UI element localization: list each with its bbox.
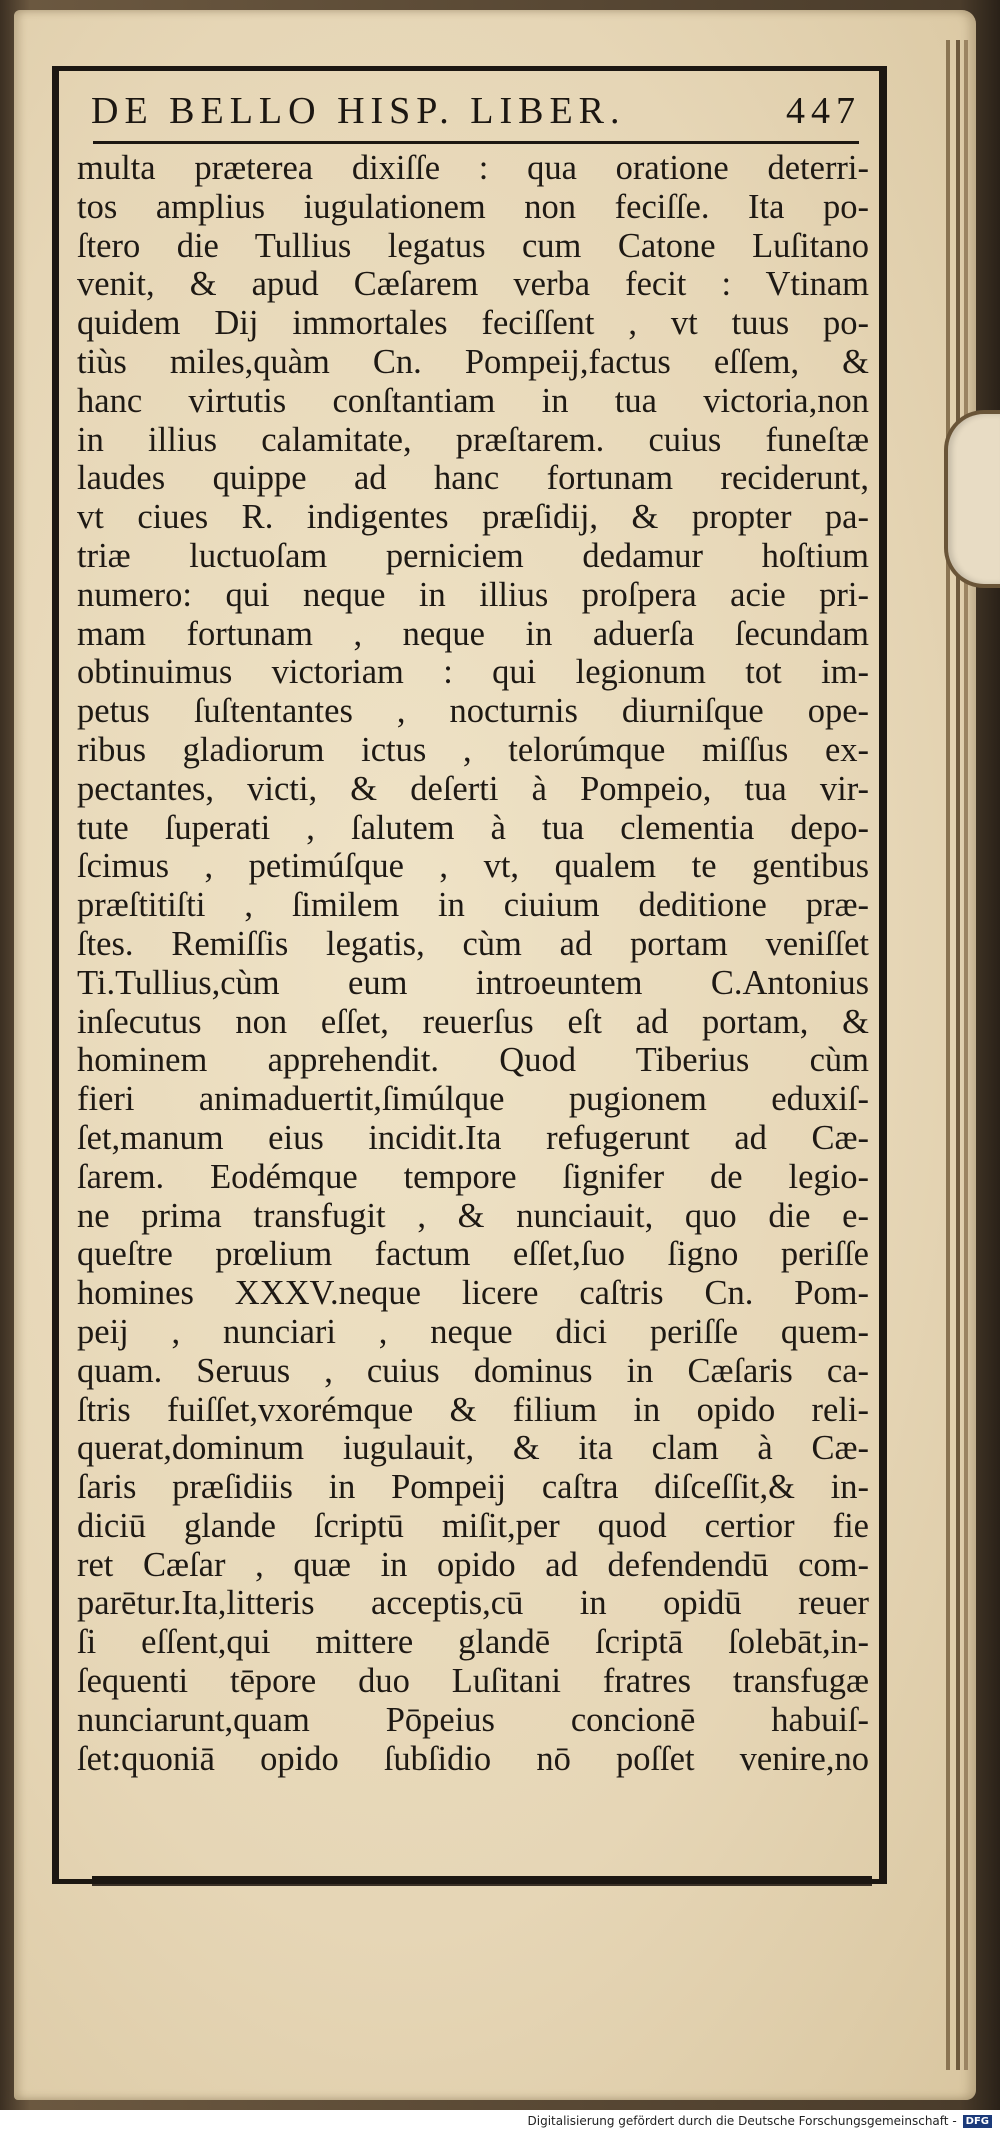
book-clasp xyxy=(944,410,1000,588)
running-head-title: DE BELLO HISP. LIBER. xyxy=(91,90,626,132)
text-line: tiùs miles,quàm Cn. Pompeij,factus eſſem, & xyxy=(77,342,869,381)
text-line: ſarem. Eodémque tempore ſignifer de legio- xyxy=(77,1157,869,1196)
text-line: numero: qui neque in illius proſpera acie pri- xyxy=(77,575,869,614)
text-line: ſcimus , petimúſque , vt, qualem te gentibus xyxy=(77,847,869,886)
text-line: queſtre prœlium factum eſſet,ſuo ſigno periſſe xyxy=(77,1235,869,1274)
head-rule xyxy=(93,141,859,144)
text-line: ribus gladiorum ictus , telorúmque miſſus ex- xyxy=(77,730,869,769)
text-line: homines XXXV.neque licere caſtris Cn. Pom- xyxy=(77,1274,869,1313)
digitization-footer xyxy=(0,2110,1000,2132)
text-line: mam fortunam , neque in aduerſa ſecundam xyxy=(77,614,869,653)
text-line: parētur.Ita,litteris acceptis,cū in opidū reuer xyxy=(77,1584,869,1623)
text-line: hanc virtutis conſtantiam in tua victoria,non xyxy=(77,381,869,420)
text-line: multa præterea dixiſſe : qua oratione deterri- xyxy=(77,149,869,187)
text-line: obtinuimus victoriam : qui legionum tot im- xyxy=(77,653,869,692)
text-line: pectantes, victi, & deſerti à Pompeio, tua vir- xyxy=(77,769,869,808)
text-line: in illius calamitate, præſtarem. cuius funeſtæ xyxy=(77,420,869,459)
text-line: fieri animaduertit,ſimúlque pugionem eduxiſ- xyxy=(77,1080,869,1119)
text-line: ſtris fuiſſet,vxorémque & filium in opido reli- xyxy=(77,1390,869,1429)
text-line: ſtes. Remiſſis legatis, cùm ad portam veniſſet xyxy=(77,924,869,963)
text-line: ſaris præſidiis in Pompeij caſtra diſceſſit,& in- xyxy=(77,1468,869,1507)
text-line: ſtero die Tullius legatus cum Catone Luſitano xyxy=(77,226,869,265)
text-line: inſecutus non eſſet, reuerſus eſt ad portam, & xyxy=(77,1002,869,1041)
page-number: 447 xyxy=(786,90,861,132)
text-frame xyxy=(52,66,887,1884)
text-line: Ti.Tullius,cùm eum introeuntem C.Antonius xyxy=(77,963,869,1002)
bottom-rule-thin xyxy=(92,1884,872,1886)
text-line: vt ciues R. indigentes præſidij, & propter pa- xyxy=(77,498,869,537)
running-head xyxy=(59,85,879,137)
text-line: ſequenti tēpore duo Luſitani fratres transfugæ xyxy=(77,1662,869,1701)
text-line: nunciarunt,quam Pōpeius concionē habuiſ- xyxy=(77,1700,869,1739)
page-edge xyxy=(964,40,968,2070)
text-line: ſet,manum eius incidit.Ita refugerunt ad Cæ- xyxy=(77,1118,869,1157)
text-line: diciū glande ſcriptū miſit,per quod certior fie xyxy=(77,1506,869,1545)
text-line: ne prima transfugit , & nunciauit, quo die e- xyxy=(77,1196,869,1235)
text-line: ſet:quoniā opido ſubſidio nō poſſet venire,no xyxy=(77,1739,869,1778)
text-line: petus ſuſtentantes , nocturnis diurniſque ope- xyxy=(77,692,869,731)
page-edge xyxy=(946,40,950,2070)
dfg-logo: DFG xyxy=(963,2115,992,2128)
page-edge xyxy=(956,40,960,2070)
text-line: laudes quippe ad hanc fortunam reciderunt, xyxy=(77,459,869,498)
bottom-rule xyxy=(92,1876,872,1880)
text-line: quidem Dij immortales feciſſent , vt tuus po- xyxy=(77,304,869,343)
text-line: venit, & apud Cæſarem verba fecit : Vtinam xyxy=(77,265,869,304)
text-line: ret Cæſar , quæ in opido ad defendendū com- xyxy=(77,1545,869,1584)
text-line: tute ſuperati , ſalutem à tua clementia depo- xyxy=(77,808,869,847)
body-text xyxy=(77,149,869,1778)
text-line: ſi eſſent,qui mittere glandē ſcriptā ſolebāt,in- xyxy=(77,1623,869,1662)
footer-credit: Digitalisierung gefördert durch die Deutsche Forschungsgemeinschaft - xyxy=(527,2114,957,2128)
text-line: querat,dominum iugulauit, & ita clam à Cæ- xyxy=(77,1429,869,1468)
text-line: præſtitiſti , ſimilem in ciuium deditione præ- xyxy=(77,886,869,925)
text-line: peij , nunciari , neque dici periſſe quem- xyxy=(77,1312,869,1351)
text-line: hominem apprehendit. Quod Tiberius cùm xyxy=(77,1041,869,1080)
text-line: tos amplius iugulationem non feciſſe. Ita po- xyxy=(77,187,869,226)
text-line: quam. Seruus , cuius dominus in Cæſaris ca- xyxy=(77,1351,869,1390)
text-line: triæ luctuoſam perniciem dedamur hoſtium xyxy=(77,536,869,575)
